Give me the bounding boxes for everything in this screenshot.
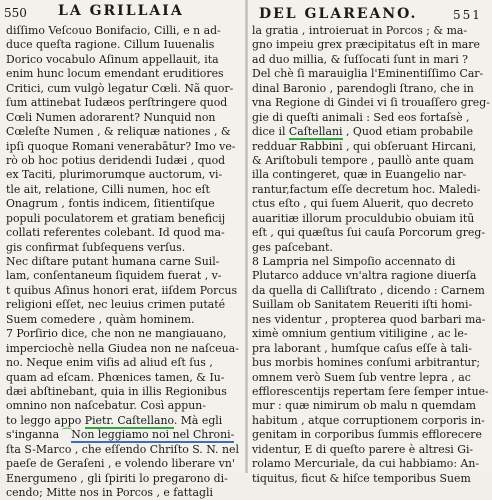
text-line: lam, conſentaneum ſiquidem fuerat , v-	[6, 269, 222, 283]
text-line: ipſi quoque Romani venerabātur? Imo ve-	[6, 139, 236, 153]
text-line-with-underline	[6, 428, 244, 442]
line-end: . Mà egli	[173, 413, 223, 427]
left-running-title: LA GRILLAIA	[58, 3, 184, 19]
text-line: & Ariſtobuli tempore , paullò ante quam	[252, 153, 474, 167]
text-line: la gratia , introieruat in Porcos ; & ma-	[252, 24, 468, 37]
text-line: Suillam ob Sanitatem Reueriti iſti homi-	[252, 298, 473, 312]
line-start: s'inganna	[6, 428, 63, 442]
text-line: collati referentes colebant. Id quod ma-	[6, 226, 225, 240]
text-line: imperciochè nella Giudea non ne naſceua-	[6, 341, 239, 355]
line-end: , Quod etiam probabile	[342, 125, 474, 139]
highlighted-author-name: Pietr. Caſtellano	[84, 413, 174, 427]
right-text-block	[252, 24, 488, 486]
text-line: tle ait, relatione, Cilli numen, hoc eſt	[6, 182, 210, 196]
text-line: vna Regione di Gindei vi ſi trouaſſero greg-	[252, 96, 490, 110]
text-line: habitum , atque corruptionem corporis in-	[252, 413, 485, 427]
text-line: 8 Lampria nel Simpoſio accennato di	[252, 255, 456, 268]
text-line: ſum attinebat Iudæos perſtringere quod	[6, 96, 228, 110]
text-line: tiquitus, ficut & hiſce temporibus Suem	[252, 471, 471, 485]
text-line: dæi abſtinebant, quia in illis Regionibus	[6, 384, 227, 398]
text-line: rolamo Mercuriale, da cui habbiamo: An-	[252, 457, 480, 471]
text-line: eſt , qui quæſtus ſui cauſa Porcorum greg-	[252, 226, 486, 240]
text-line: duce queſta ragione. Cillum Iuuenalis	[6, 38, 215, 52]
text-line: da quella di Calliſtrato , dicendo : Carnem	[252, 283, 485, 297]
text-line: mur : quæ nimirum ob malu n quemdam	[252, 399, 476, 413]
text-line: ctus eſto , qui ſuem Aluerit, quo decreto	[252, 197, 474, 211]
left-page-number: 550	[4, 6, 27, 20]
text-line: Nec diſtare putant humana carne Suil-	[6, 255, 220, 268]
text-line: Critici, cum vulgò legatur Cœli. Nã quor-	[6, 81, 234, 95]
text-line: gis confirmat ſubſequens verſus.	[6, 240, 186, 254]
right-page-number: 551	[453, 8, 482, 22]
text-line: Suem comedere , quàm hominem.	[6, 312, 195, 326]
text-line: Del chè ſi marauiglia l'Eminentiſſimo Car-	[252, 67, 484, 81]
text-line: bus morbis homines conſumi arbitrantur;	[252, 356, 481, 370]
text-line: 7 Porſirio dice, che non ne mangiauano,	[6, 327, 227, 341]
text-line: dinal Baronio , parendogli ſtrano, che in	[252, 81, 474, 95]
text-line: nes videntur , propterea quod barbari ma-	[252, 312, 486, 326]
text-line: redduar Rabbini , qui obſeruant Hircani,	[252, 139, 477, 153]
text-line: genitam in corporibus ſummis efflorecere	[252, 428, 482, 442]
text-line: enim hunc locum emendant eruditiores	[6, 67, 224, 81]
text-line: omnem verò Suem ſub ventre lepra , ac	[252, 370, 471, 384]
text-line: pra laborant , humſque caſus eſſe à tali-	[252, 341, 472, 355]
text-line: videntur, E di queſto parere è altresi Gi-	[252, 442, 474, 456]
text-line: Cœleſte Numen , & reliquæ nationes , &	[6, 125, 231, 139]
text-line: religioni eſſet, nec leuius crimen putaté	[6, 298, 226, 312]
right-page	[247, 0, 492, 485]
text-line: Onagrum , fontis indicem, ſitientiſque	[6, 197, 215, 211]
text-line: no. Neque enim viſis ad aliud eſt ſus ,	[6, 356, 213, 370]
text-line: gno impeiu grex præcipitatus eſt in mare	[252, 38, 480, 52]
line-start: to leggo appo	[6, 413, 85, 427]
left-page	[0, 0, 246, 499]
text-line: t quibus Aſinus honori erat, iiſdem Porcus	[6, 283, 238, 297]
text-line: populi poculatorem et gratiam beneficij	[6, 211, 226, 225]
text-line: ex Taciti, plurimorumque auctorum, vi-	[6, 168, 223, 182]
underlined-phrase: Non leggiamo noi nel Chroni-	[71, 428, 235, 442]
line-start: dice il	[252, 125, 289, 139]
text-line: ges paſcebant.	[252, 240, 333, 254]
text-line: rò ob hoc potius deridendi Iudæi , quod	[6, 153, 226, 167]
left-text-block	[6, 24, 244, 500]
text-line: Plutarco adduce vn'altra ragione diuerſa	[252, 269, 477, 283]
right-running-title: DEL GLAREANO.	[259, 6, 418, 22]
text-line: paeſe de Geraſeni , e volendo liberare vn'	[6, 457, 235, 471]
text-line: auaritiæ illorum proculdubio obuiam itū	[252, 211, 475, 225]
text-line: ximè omnium gentium vitiligine , ac le-	[252, 327, 468, 341]
margin-mark: ⁀	[62, 428, 72, 442]
text-line: Dorico vocabulo Aſinum appellauit, ita	[6, 52, 219, 66]
text-line-with-highlight	[252, 125, 488, 139]
text-line-with-highlight	[6, 414, 244, 428]
text-line: efflorescentijs repertam ſere ſemper intue-	[252, 384, 489, 398]
text-line: diſſimo Veſcouo Bonifacio, Cilli, e n ad-	[6, 24, 221, 37]
text-line: ad duo millia, & ſuſſocati ſunt in mari ?	[252, 52, 469, 66]
text-line: Energumeno , gli ſpiriti lo pregarono di-	[6, 471, 228, 485]
text-line: illa contingeret, quæ in Euangelio nar-	[252, 168, 467, 182]
text-line: Cœli Numen adorarent? Nunquid non	[6, 110, 216, 124]
highlighted-author-name: Caſtellani	[288, 125, 343, 139]
text-line: omnino non naſcebatur. Così appun-	[6, 399, 206, 413]
text-line: cendo; Mitte nos in Porcos , e fattagli	[6, 486, 213, 499]
text-line: quam ad eſcam. Phœnices tamen, & Iu-	[6, 370, 225, 384]
text-line: gie di queſti animali : Sed eos fortaſsè ,	[252, 110, 470, 124]
text-line: rantur,factum eſſe decretum hoc. Maledi-	[252, 182, 481, 196]
text-line: ſta S-Marco , che eſſendo Chriſto S. N. nel	[6, 442, 239, 456]
